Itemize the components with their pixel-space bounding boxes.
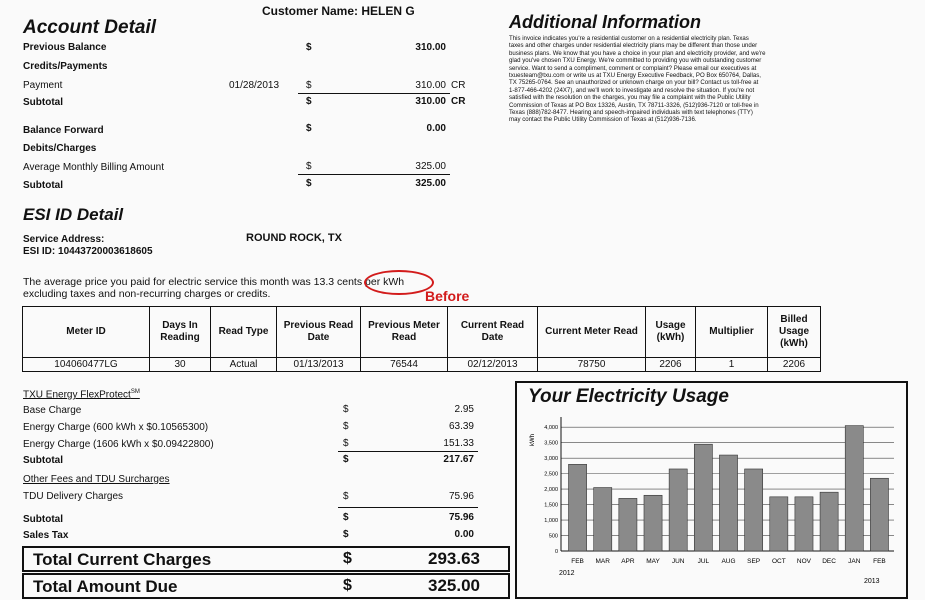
subtotal-currency: $ <box>343 454 349 465</box>
sales-tax-label: Sales Tax <box>23 530 69 541</box>
account-detail-title: Account Detail <box>23 17 157 38</box>
avg-price-suffix: per kWh <box>362 276 405 288</box>
sales-tax-currency: $ <box>343 529 349 540</box>
before-annotation: Before <box>425 288 470 304</box>
esi-id: ESI ID: 10443720003618605 <box>23 246 153 257</box>
esi-detail-title: ESI ID Detail <box>23 205 124 224</box>
chart-xtick-label: APR <box>621 558 635 565</box>
chart-xtick-label: DEC <box>822 558 836 565</box>
total-amount-due-value: 325.00 <box>428 576 480 595</box>
energy-charge-1-label: Energy Charge (600 kWh x $0.10565300) <box>23 422 209 433</box>
previous-balance-currency: $ <box>306 42 312 53</box>
info-line: glad you've chosen TXU Energy. We're committed to providing you with outstanding customer <box>509 57 762 65</box>
subtotal-currency: $ <box>306 178 312 189</box>
base-charge-currency: $ <box>343 404 349 415</box>
base-charge-value: 2.95 <box>454 404 474 415</box>
payment-cr: CR <box>451 80 466 91</box>
chart-xtick-label: OCT <box>771 558 786 565</box>
chart-ytick-label: 2,500 <box>544 471 558 478</box>
chart-xtick-label: NOV <box>796 558 812 565</box>
customer-name: Customer Name: HELEN G <box>262 4 415 18</box>
column-header: Billed Usage (kWh) <box>768 307 821 358</box>
table-cell: 104060477LG <box>23 358 150 372</box>
table-cell: 2206 <box>646 358 696 372</box>
info-line: txuesteam@txu.com or write us at TXU Energy Executive Feedback, PO Box 650764, Dallas, <box>509 72 761 80</box>
additional-info-text <box>509 35 909 124</box>
column-header: Previous Meter Read <box>361 307 448 358</box>
info-line: Commission of Texas at PO Box 13326, Austin, TX 78711-3326, (512)936-7120 or toll-free in <box>509 101 759 109</box>
avg-price-text <box>23 276 404 288</box>
avg-monthly-label: Average Monthly Billing Amount <box>23 162 165 173</box>
table-cell: 02/12/2013 <box>448 358 538 372</box>
chart-xtick-label: AUG <box>721 558 736 565</box>
total-current-charges-currency: $ <box>343 550 352 567</box>
chart-xtick-label: JUL <box>697 558 710 565</box>
payment-currency: $ <box>306 80 312 91</box>
chart-year-end: 2013 <box>864 578 880 585</box>
energy-charge-2-label: Energy Charge (1606 kWh x $0.09422800) <box>23 439 214 450</box>
chart-bar <box>569 464 587 551</box>
chart-bar <box>594 488 612 551</box>
column-header: Usage (kWh) <box>646 307 696 358</box>
table-cell: 78750 <box>538 358 646 372</box>
chart-title: Your Electricity Usage <box>528 386 729 407</box>
subtotal-currency: $ <box>343 512 349 523</box>
usage-chart <box>517 383 906 597</box>
subtotal-label: Subtotal <box>23 180 63 191</box>
chart-bar <box>719 455 737 551</box>
info-line: business plans. We know that you have a choice in your plan and electricity provider, and we're <box>509 49 766 57</box>
payment-value: 310.00 <box>415 80 446 91</box>
plan-name-text: TXU Energy FlexProtect <box>23 389 131 401</box>
total-amount-due-box <box>22 573 510 599</box>
chart-ylabel: kWh <box>530 434 536 446</box>
column-header: Current Meter Read <box>538 307 646 358</box>
avg-monthly-currency: $ <box>306 161 312 172</box>
tdu-delivery-currency: $ <box>343 491 349 502</box>
plan-name <box>23 389 140 400</box>
balance-forward-value: 0.00 <box>426 123 446 134</box>
chart-bar <box>820 492 838 551</box>
chart-ytick-label: 0 <box>554 549 558 555</box>
info-line: taxes and other charges under residential electricity plans may be different than those under <box>509 42 758 50</box>
price-circle-annotation <box>364 270 434 295</box>
avg-price-prefix: The average price you paid for electric service this month was <box>23 276 314 288</box>
column-header: Multiplier <box>696 307 768 358</box>
service-mark: SM <box>130 389 140 395</box>
chart-bar <box>770 497 788 551</box>
chart-ytick-label: 500 <box>548 533 558 540</box>
chart-bar <box>745 469 763 551</box>
total-amount-due-currency: $ <box>343 577 352 594</box>
divider <box>298 174 450 175</box>
subtotal-value: 217.67 <box>443 454 474 465</box>
table-cell: 30 <box>150 358 211 372</box>
info-line: This invoice indicates you're a residential customer on a residential electricity plan. Texas <box>509 35 749 42</box>
meter-table <box>22 306 821 372</box>
column-header: Previous Read Date <box>277 307 361 358</box>
total-current-charges-label: Total Current Charges <box>33 550 212 569</box>
chart-xtick-label: FEB <box>873 558 886 565</box>
chart-xtick-label: FEB <box>571 558 584 565</box>
table-cell: 2206 <box>768 358 821 372</box>
column-header: Meter ID <box>23 307 150 358</box>
service-address-label: Service Address: <box>23 234 105 245</box>
tdu-delivery-value: 75.96 <box>448 491 474 502</box>
base-charge-label: Base Charge <box>23 405 82 416</box>
chart-xtick-label: JAN <box>848 558 861 565</box>
info-line: TX 75265-0764. See an unauthorized or unknown charge on your bill? Contact us toll-free at <box>509 79 759 87</box>
chart-xtick-label: MAR <box>595 558 610 565</box>
usage-chart-box <box>515 381 908 599</box>
chart-bar <box>619 498 637 551</box>
chart-ytick-label: 3,000 <box>544 456 558 463</box>
chart-ytick-label: 1,500 <box>544 502 558 509</box>
debits-charges-label: Debits/Charges <box>23 143 97 154</box>
total-current-charges-value: 293.63 <box>428 549 480 568</box>
meter-table-header <box>23 307 821 358</box>
column-header: Read Type <box>211 307 277 358</box>
chart-bar <box>870 478 888 551</box>
subtotal-value: 310.00 <box>415 96 446 107</box>
subtotal-label: Subtotal <box>23 97 63 108</box>
chart-bar <box>694 444 712 551</box>
column-header: Current Read Date <box>448 307 538 358</box>
energy-charge-1-value: 63.39 <box>448 421 474 432</box>
chart-bar <box>644 495 662 551</box>
energy-charge-2-currency: $ <box>343 438 349 449</box>
chart-xtick-label: JUN <box>671 558 685 565</box>
payment-date: 01/28/2013 <box>229 80 280 91</box>
info-line: service. Want to send a compliment, comment or complaint? Please email our executives at <box>509 64 757 72</box>
chart-ytick-label: 2,000 <box>544 487 558 494</box>
subtotal-value: 75.96 <box>448 512 474 523</box>
total-current-charges-box <box>22 546 510 572</box>
column-header: Days In Reading <box>150 307 211 358</box>
chart-bar <box>669 469 687 551</box>
subtotal-label: Subtotal <box>23 455 63 466</box>
total-amount-due-label: Total Amount Due <box>33 577 178 596</box>
info-line: 1-877-466-4202 (24X7), and we'll work to investigate and resolve the situation. If you're not <box>509 86 755 94</box>
divider <box>298 93 450 94</box>
chart-year-start: 2012 <box>559 570 575 577</box>
other-fees-label: Other Fees and TDU Surcharges <box>23 474 170 485</box>
chart-bar <box>795 497 813 551</box>
previous-balance-value: 310.00 <box>415 42 446 53</box>
divider <box>338 507 478 508</box>
table-cell: 01/13/2013 <box>277 358 361 372</box>
sales-tax-value: 0.00 <box>454 529 474 540</box>
chart-bar <box>845 426 863 551</box>
credits-payments-label: Credits/Payments <box>23 61 108 72</box>
subtotal-currency: $ <box>306 96 312 107</box>
chart-ytick-label: 4,000 <box>544 425 558 432</box>
chart-xtick-label: SEP <box>747 558 761 565</box>
chart-xtick-label: MAY <box>646 558 660 565</box>
payment-label: Payment <box>23 80 63 91</box>
balance-forward-currency: $ <box>306 123 312 134</box>
avg-price-value: 13.3 cents <box>313 276 363 288</box>
previous-balance-label: Previous Balance <box>23 42 107 53</box>
info-line: Texas (888)782-8477. Hearing and speech-impaired individuals with text telephones (TTY) <box>509 109 753 117</box>
table-row <box>23 358 821 372</box>
service-address-value: ROUND ROCK, TX <box>246 232 342 244</box>
balance-forward-label: Balance Forward <box>23 125 104 136</box>
subtotal-value: 325.00 <box>415 178 446 189</box>
chart-ytick-label: 1,000 <box>544 518 558 525</box>
info-line: may contact the Public Utility Commission of Texas at (512)936-7136. <box>509 116 697 124</box>
subtotal-label: Subtotal <box>23 514 63 525</box>
table-cell: 1 <box>696 358 768 372</box>
tdu-delivery-label: TDU Delivery Charges <box>23 491 124 502</box>
energy-charge-1-currency: $ <box>343 421 349 432</box>
subtotal-cr: CR <box>451 96 466 107</box>
additional-info-title: Additional Information <box>509 12 701 32</box>
energy-charge-2-value: 151.33 <box>443 438 474 449</box>
info-line: satisfied with the resolution on the charges, you may file a complaint with the Public Utility <box>509 94 751 102</box>
avg-price-note: excluding taxes and non-recurring charges or credits. <box>23 288 271 300</box>
table-cell: Actual <box>211 358 277 372</box>
table-cell: 76544 <box>361 358 448 372</box>
avg-monthly-value: 325.00 <box>415 161 446 172</box>
chart-ytick-label: 3,500 <box>544 440 558 447</box>
divider <box>338 451 478 452</box>
